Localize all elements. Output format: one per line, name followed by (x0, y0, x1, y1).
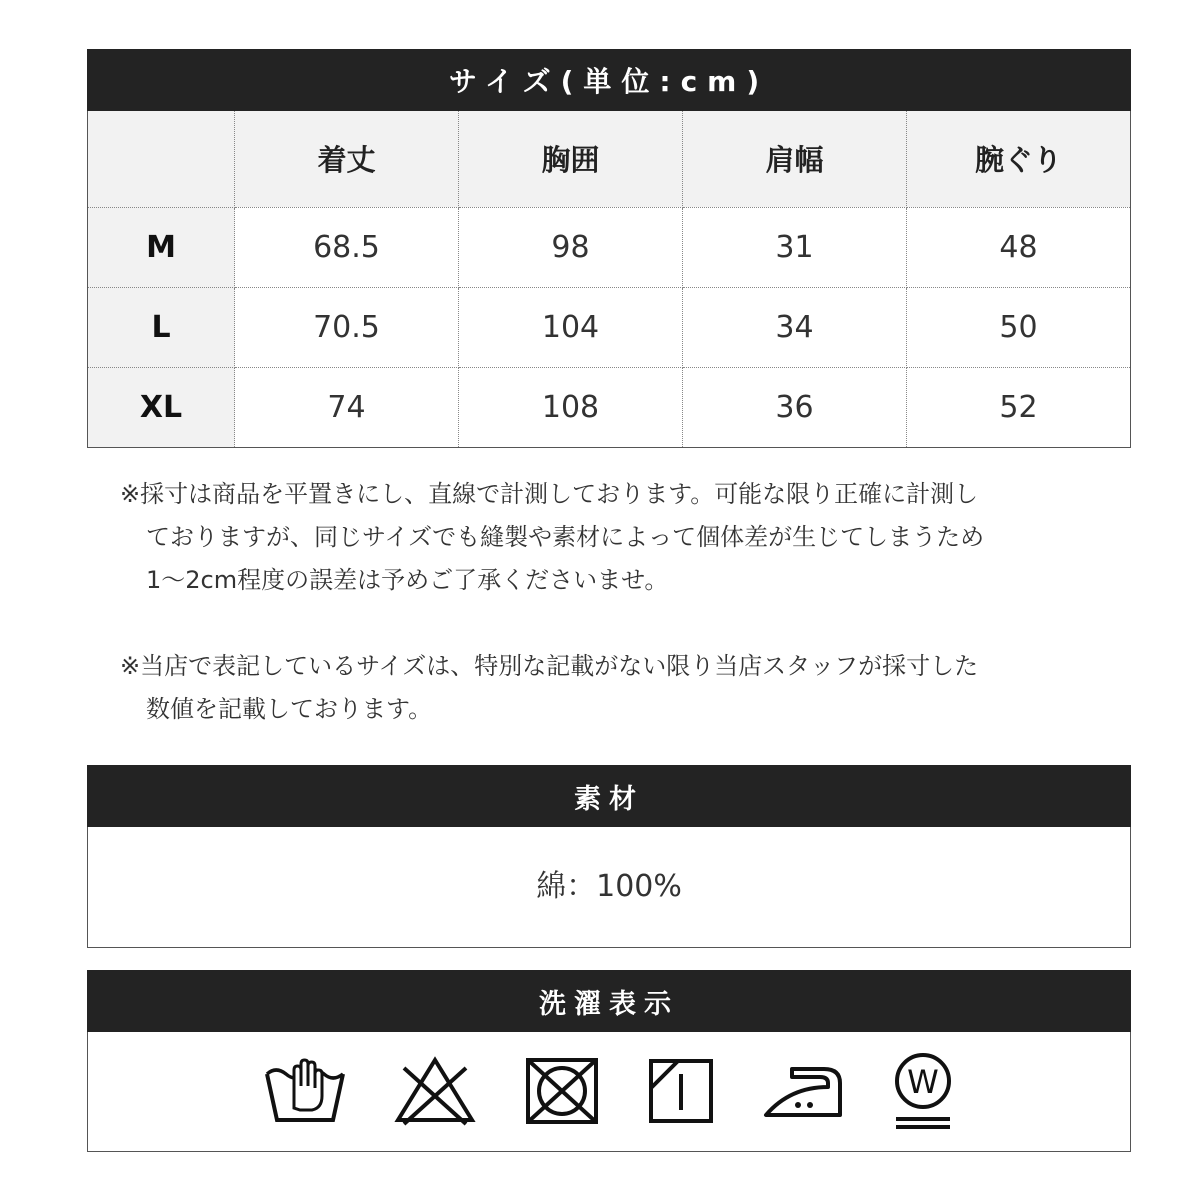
size-section-header (87, 49, 1131, 111)
column-header-length: 着丈 (235, 111, 459, 207)
material-section-header (87, 765, 1131, 827)
table-cell: 36 (683, 367, 907, 447)
size-note (120, 645, 978, 731)
note-line: 数値を記載しております。 (146, 695, 433, 723)
note-line: 1～2cm程度の誤差は予めご了承くださいませ。 (146, 566, 669, 594)
material-value: 綿：100% (536, 869, 682, 904)
material-section-title: 素材 (574, 783, 644, 815)
column-header-chest: 胸囲 (459, 111, 683, 207)
table-cell: 108 (459, 367, 683, 447)
table-cell: 74 (235, 367, 459, 447)
table-row (88, 287, 1131, 367)
line-dry-shade-icon (648, 1058, 714, 1124)
care-icons (88, 1032, 1130, 1150)
table-cell: 48 (907, 207, 1131, 287)
size-label: XL (88, 367, 235, 447)
table-cell: 31 (683, 207, 907, 287)
table-cell: 70.5 (235, 287, 459, 367)
care-box (87, 1032, 1131, 1152)
size-table-corner (88, 111, 235, 207)
wet-cleaning-letter: W (907, 1063, 939, 1101)
no-bleach-icon (394, 1056, 476, 1126)
column-header-armhole: 腕ぐり (907, 111, 1131, 207)
table-cell: 68.5 (235, 207, 459, 287)
size-table-header-row (88, 111, 1131, 207)
table-cell: 52 (907, 367, 1131, 447)
note-line: ておりますが、同じサイズでも縫製や素材によって個体差が生じてしまうため (146, 523, 985, 551)
iron-medium-icon (762, 1061, 844, 1121)
note-line: ※採寸は商品を平置きにし、直線で計測しております。可能な限り正確に計測し (120, 480, 979, 508)
care-section-header (87, 970, 1131, 1032)
note-line: ※当店で表記しているサイズは、特別な記載がない限り当店スタッフが採寸した (120, 652, 979, 680)
hand-wash-icon (264, 1056, 346, 1126)
table-cell: 50 (907, 287, 1131, 367)
table-row (88, 367, 1131, 447)
size-label: L (88, 287, 235, 367)
measurement-note (120, 473, 984, 602)
table-row (88, 207, 1131, 287)
no-tumble-dry-icon (524, 1056, 600, 1126)
column-header-shoulder: 肩幅 (683, 111, 907, 207)
table-cell: 34 (683, 287, 907, 367)
table-cell: 98 (459, 207, 683, 287)
care-section-title: 洗濯表示 (539, 988, 679, 1020)
table-cell: 104 (459, 287, 683, 367)
size-section-title: サイズ(単位:cm) (448, 65, 770, 98)
size-table (87, 111, 1131, 448)
size-label: M (88, 207, 235, 287)
wet-cleaning-icon (892, 1051, 954, 1131)
material-box (87, 827, 1131, 948)
